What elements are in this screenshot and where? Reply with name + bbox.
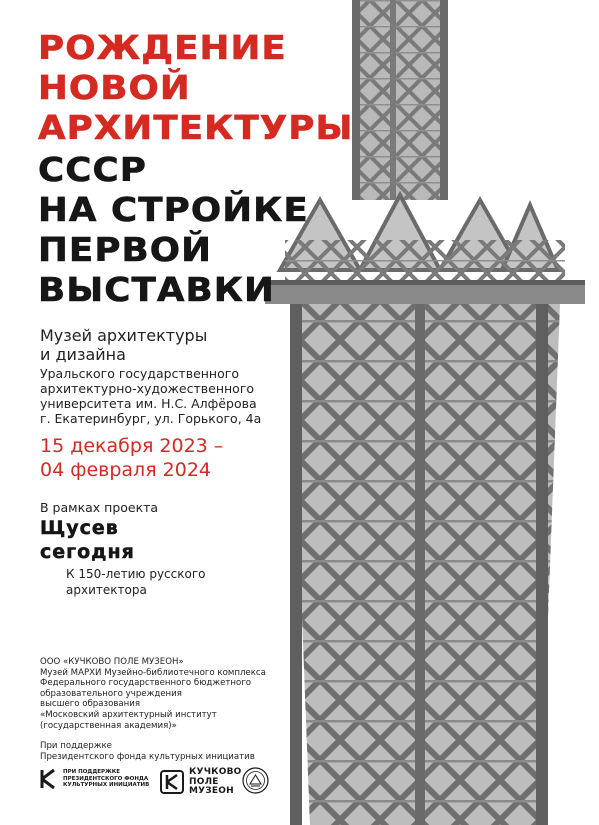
- organizer-line: Музей МАРХИ Музейно-библиотечного комплекса: [40, 667, 266, 678]
- date-line: 15 декабря 2023 –: [40, 435, 224, 457]
- address-line: Уральского государственного: [40, 366, 239, 381]
- organizers-block: [40, 657, 266, 731]
- support-line: При поддержке: [40, 741, 112, 751]
- address-line: университета им. Н.С. Алфёрова: [40, 396, 257, 411]
- organizer-line: Федерального государственного бюджетного: [40, 678, 252, 689]
- exhibition-dates: [40, 434, 223, 482]
- exhibition-title-red: [38, 28, 354, 148]
- presidential-fund-icon: [40, 768, 58, 790]
- presidential-fund-logo: [40, 768, 149, 790]
- project-title: [40, 516, 135, 564]
- marhi-seal-icon: [242, 767, 269, 794]
- title-red-line: РОЖДЕНИЕ: [38, 28, 287, 67]
- pfki-logo-line: КУЛЬТУРНЫХ ИНИЦИАТИВ: [63, 782, 150, 789]
- support-block: [40, 741, 255, 762]
- address-line: архитектурно-художественного: [40, 381, 255, 396]
- title-black-line: НА СТРОЙКЕ: [38, 190, 309, 229]
- title-black-line: СССР: [38, 150, 147, 189]
- organizer-line: (государственная академия)»: [40, 720, 177, 731]
- exhibition-title-black: [38, 150, 309, 310]
- address-line: г. Екатеринбург, ул. Горького, 4а: [40, 411, 262, 426]
- museum-name-line: и дизайна: [40, 345, 126, 364]
- organizer-line: «Московский архитектурный институт: [40, 709, 217, 720]
- date-line: 04 февраля 2024: [40, 459, 212, 481]
- project-subtitle-line: К 150-летию русского: [66, 567, 206, 581]
- kuchkovo-logo-line: КУЧКОВО: [189, 767, 242, 777]
- project-subtitle: [66, 566, 205, 598]
- title-red-line: АРХИТЕКТУРЫ: [38, 108, 354, 147]
- project-subtitle-line: архитектора: [66, 583, 147, 597]
- organizer-line: образовательного учреждения: [40, 688, 182, 699]
- pfki-logo-line: ПРЕЗИДЕНТСКОГО ФОНДА: [63, 775, 149, 782]
- pfki-logo-line: ПРИ ПОДДЕРЖКЕ: [63, 769, 121, 776]
- project-label: В рамках проекта: [40, 500, 159, 515]
- organizer-line: ООО «КУЧКОВО ПОЛЕ МУЗЕОН»: [40, 657, 184, 667]
- kuchkovo-logo-line: ПОЛЕ: [189, 776, 219, 787]
- kuchkovo-logo-line: МУЗЕОН: [189, 786, 234, 796]
- project-title-line: Щусев: [40, 517, 119, 539]
- museum-name-line: Музей архитектуры: [40, 326, 208, 345]
- organizer-line: высшего образования: [40, 699, 141, 710]
- museum-name: [40, 326, 207, 364]
- kuchkovo-pole-logo: [160, 768, 242, 797]
- support-line: Президентского фонда культурных инициатив: [40, 751, 255, 762]
- title-red-line: НОВОЙ: [38, 68, 191, 107]
- title-black-line: ВЫСТАВКИ: [38, 270, 275, 309]
- kuchkovo-pole-icon: [160, 770, 184, 794]
- title-black-line: ПЕРВОЙ: [38, 230, 213, 269]
- project-title-line: сегодня: [40, 541, 135, 563]
- museum-address: [40, 366, 261, 426]
